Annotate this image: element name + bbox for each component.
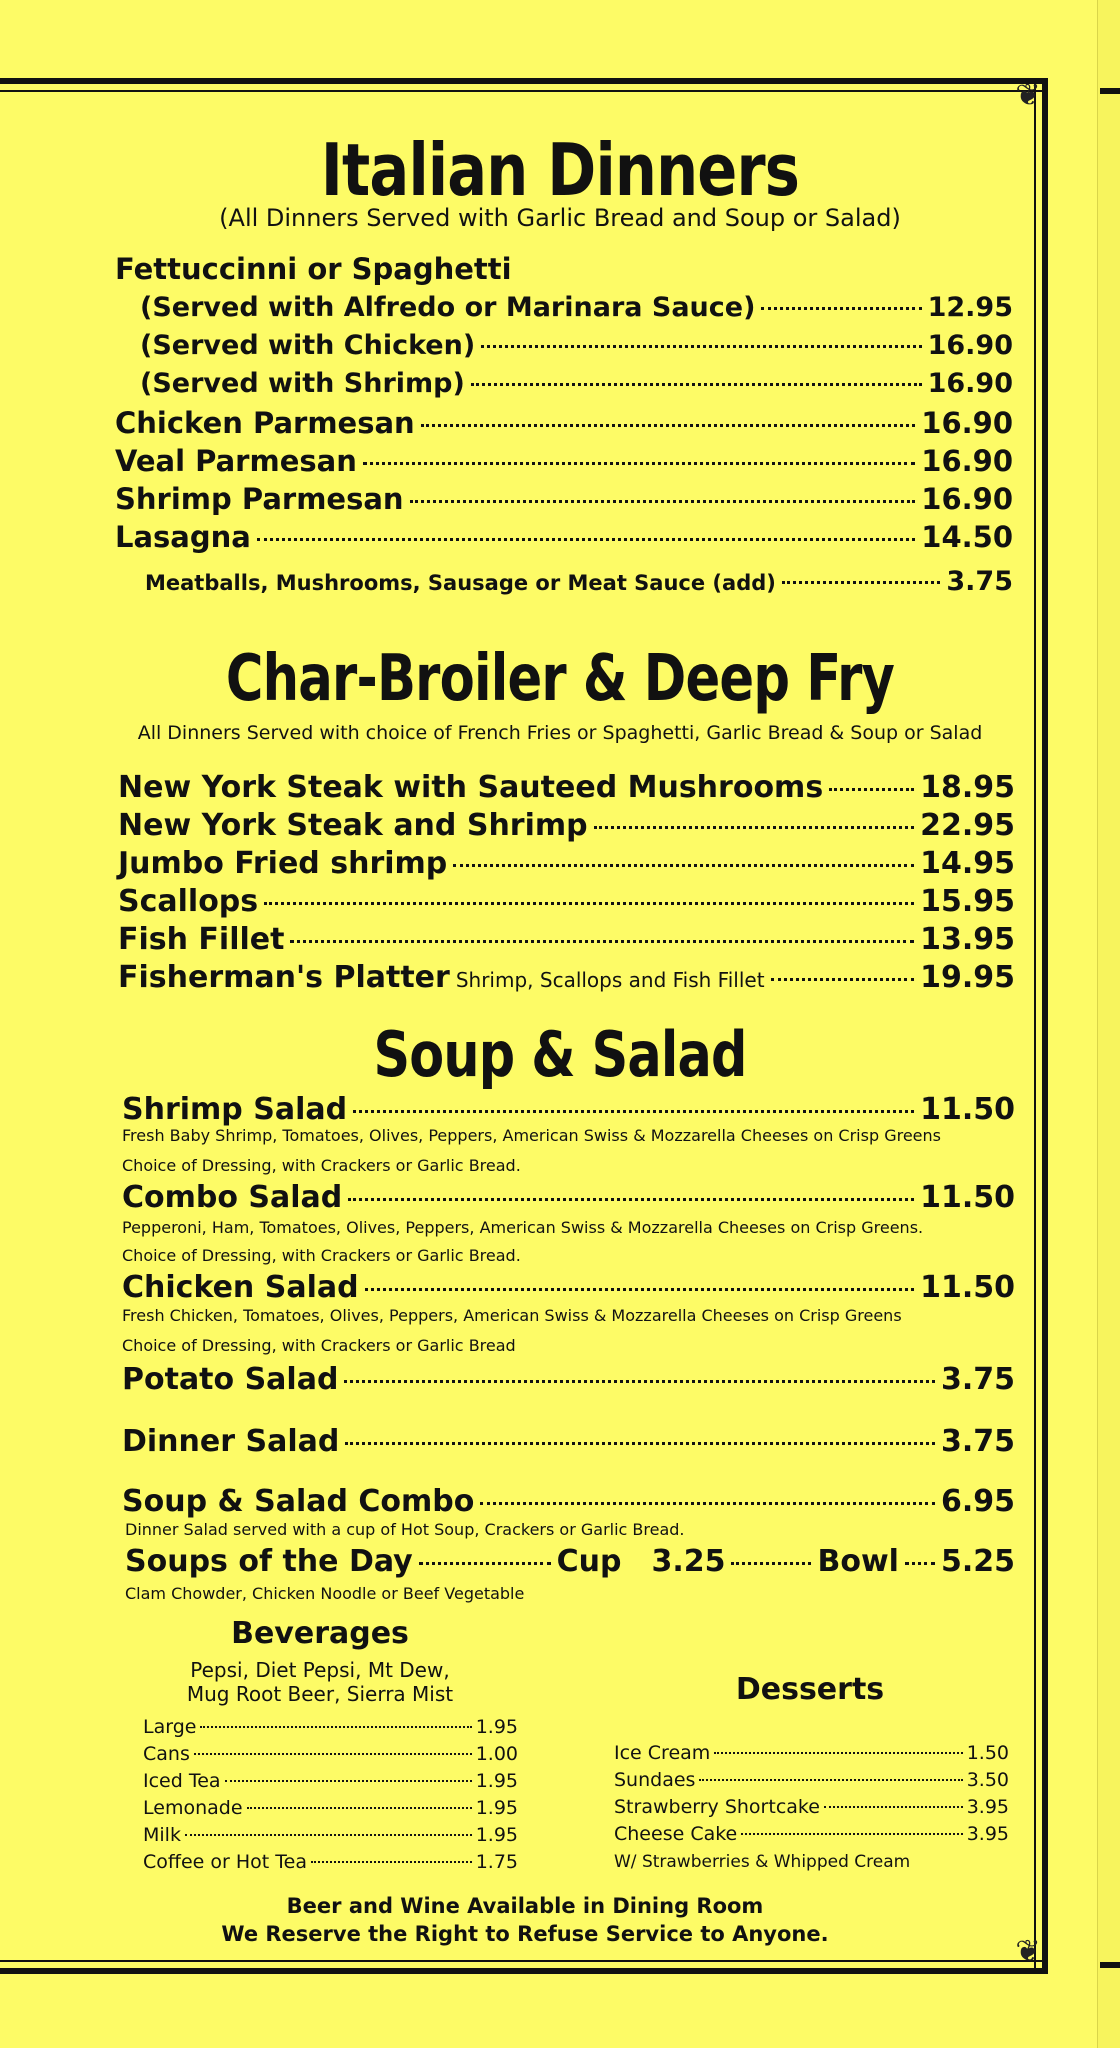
beverages-line: Mug Root Beer, Sierra Mist bbox=[186, 1682, 454, 1706]
italian-subtitle: (All Dinners Served with Garlic Bread and Soup or Salad) bbox=[219, 204, 901, 232]
menu-row: Combo Salad 11.50 bbox=[122, 1180, 1015, 1215]
menu-row: Shrimp Parmesan 16.90 bbox=[115, 482, 1013, 516]
menu-row: Chicken Salad 11.50 bbox=[122, 1270, 1015, 1305]
menu-row: Scallops 15.95 bbox=[118, 884, 1015, 919]
italian-heading-item: Fettuccinni or Spaghetti bbox=[115, 252, 512, 286]
menu-row: Lasagna 14.50 bbox=[115, 520, 1013, 554]
frame-border-right bbox=[1034, 78, 1048, 1974]
italian-title: Italian Dinners bbox=[320, 128, 800, 212]
menu-row: Soup & Salad Combo 6.95 bbox=[122, 1484, 1015, 1519]
soup-salad-title: Soup & Salad bbox=[373, 1018, 747, 1091]
menu-row: Fish Fillet 13.95 bbox=[118, 922, 1015, 957]
beverage-row: Milk 1.95 bbox=[143, 1824, 518, 1846]
item-description: Dinner Salad served with a cup of Hot Soup, Crackers or Garlic Bread. bbox=[125, 1520, 685, 1539]
beverage-row: Cans 1.00 bbox=[143, 1743, 518, 1765]
frame-border-bottom bbox=[0, 1960, 1048, 1974]
menu-row: Veal Parmesan 16.90 bbox=[115, 444, 1013, 478]
menu-row: New York Steak and Shrimp 22.95 bbox=[118, 808, 1015, 843]
beverage-row: Large 1.95 bbox=[143, 1716, 518, 1738]
item-description: Choice of Dressing, with Crackers or Garlic Bread. bbox=[122, 1246, 521, 1265]
menu-row: (Served with Shrimp) 16.90 bbox=[140, 368, 1013, 399]
beverage-row: Iced Tea 1.95 bbox=[143, 1770, 518, 1792]
item-description: Choice of Dressing, with Crackers or Garlic Bread bbox=[122, 1336, 516, 1355]
menu-row: New York Steak with Sauteed Mushrooms 18.95 bbox=[118, 770, 1015, 805]
soups-row: Soups of the Day Cup 3.25 Bowl 5.25 bbox=[125, 1544, 1015, 1579]
item-description: Choice of Dressing, with Crackers or Garlic Bread. bbox=[122, 1156, 521, 1175]
item-description: Pepperoni, Ham, Tomatoes, Olives, Peppers, American Swiss & Mozzarella Cheeses on Crisp Greens. bbox=[122, 1218, 924, 1237]
menu-row: Chicken Parmesan 16.90 bbox=[115, 406, 1013, 440]
charbroiler-subtitle: All Dinners Served with choice of French Fries or Spaghetti, Garlic Bread & Soup or Salad bbox=[137, 722, 983, 744]
menu-row: Shrimp Salad 11.50 bbox=[122, 1092, 1015, 1127]
ornament-icon: ❦ bbox=[1015, 78, 1041, 113]
menu-row: Jumbo Fried shrimp 14.95 bbox=[118, 846, 1015, 881]
menu-row: (Served with Alfredo or Marinara Sauce) 12.95 bbox=[140, 292, 1013, 323]
beverage-row: Lemonade 1.95 bbox=[143, 1797, 518, 1819]
dessert-row: Cheese Cake 3.95 bbox=[614, 1823, 1009, 1845]
menu-row: (Served with Chicken) 16.90 bbox=[140, 330, 1013, 361]
menu-row: Fisherman's Platter Shrimp, Scallops and Fish Fillet 19.95 bbox=[118, 960, 1015, 995]
dessert-row: Sundaes 3.50 bbox=[614, 1769, 1009, 1791]
item-description: Clam Chowder, Chicken Noodle or Beef Vegetable bbox=[125, 1584, 525, 1603]
menu-row: Potato Salad 3.75 bbox=[122, 1362, 1015, 1397]
footer-line: Beer and Wine Available in Dining Room bbox=[286, 1894, 764, 1918]
footer-line: We Reserve the Right to Refuse Service to Anyone. bbox=[221, 1922, 829, 1946]
menu-row-addon: Meatballs, Mushrooms, Sausage or Meat Sauce (add) 3.75 bbox=[145, 566, 1013, 597]
item-description: Fresh Baby Shrimp, Tomatoes, Olives, Peppers, American Swiss & Mozzarella Cheeses on Crisp Greens bbox=[122, 1126, 941, 1145]
frame-stub-bottom bbox=[1100, 1962, 1120, 1968]
beverages-line: Pepsi, Diet Pepsi, Mt Dew, bbox=[190, 1658, 450, 1682]
charbroiler-title: Char-Broiler & Deep Fry bbox=[225, 642, 895, 716]
paper-edge bbox=[1097, 0, 1120, 2048]
desserts-title: Desserts bbox=[735, 1672, 885, 1707]
beverages-title: Beverages bbox=[231, 1616, 409, 1651]
ornament-icon: ❦ bbox=[1015, 1934, 1041, 1969]
item-description: Fresh Chicken, Tomatoes, Olives, Peppers, American Swiss & Mozzarella Cheeses on Crisp Greens bbox=[122, 1306, 902, 1325]
dessert-row: Ice Cream 1.50 bbox=[614, 1742, 1009, 1764]
dessert-row: Strawberry Shortcake 3.95 bbox=[614, 1796, 1009, 1818]
frame-border-top bbox=[0, 78, 1048, 92]
menu-row: Dinner Salad 3.75 bbox=[122, 1424, 1015, 1459]
beverage-row: Coffee or Hot Tea 1.75 bbox=[143, 1851, 518, 1873]
dessert-note: W/ Strawberries & Whipped Cream bbox=[614, 1852, 911, 1872]
frame-stub-top bbox=[1100, 88, 1120, 94]
